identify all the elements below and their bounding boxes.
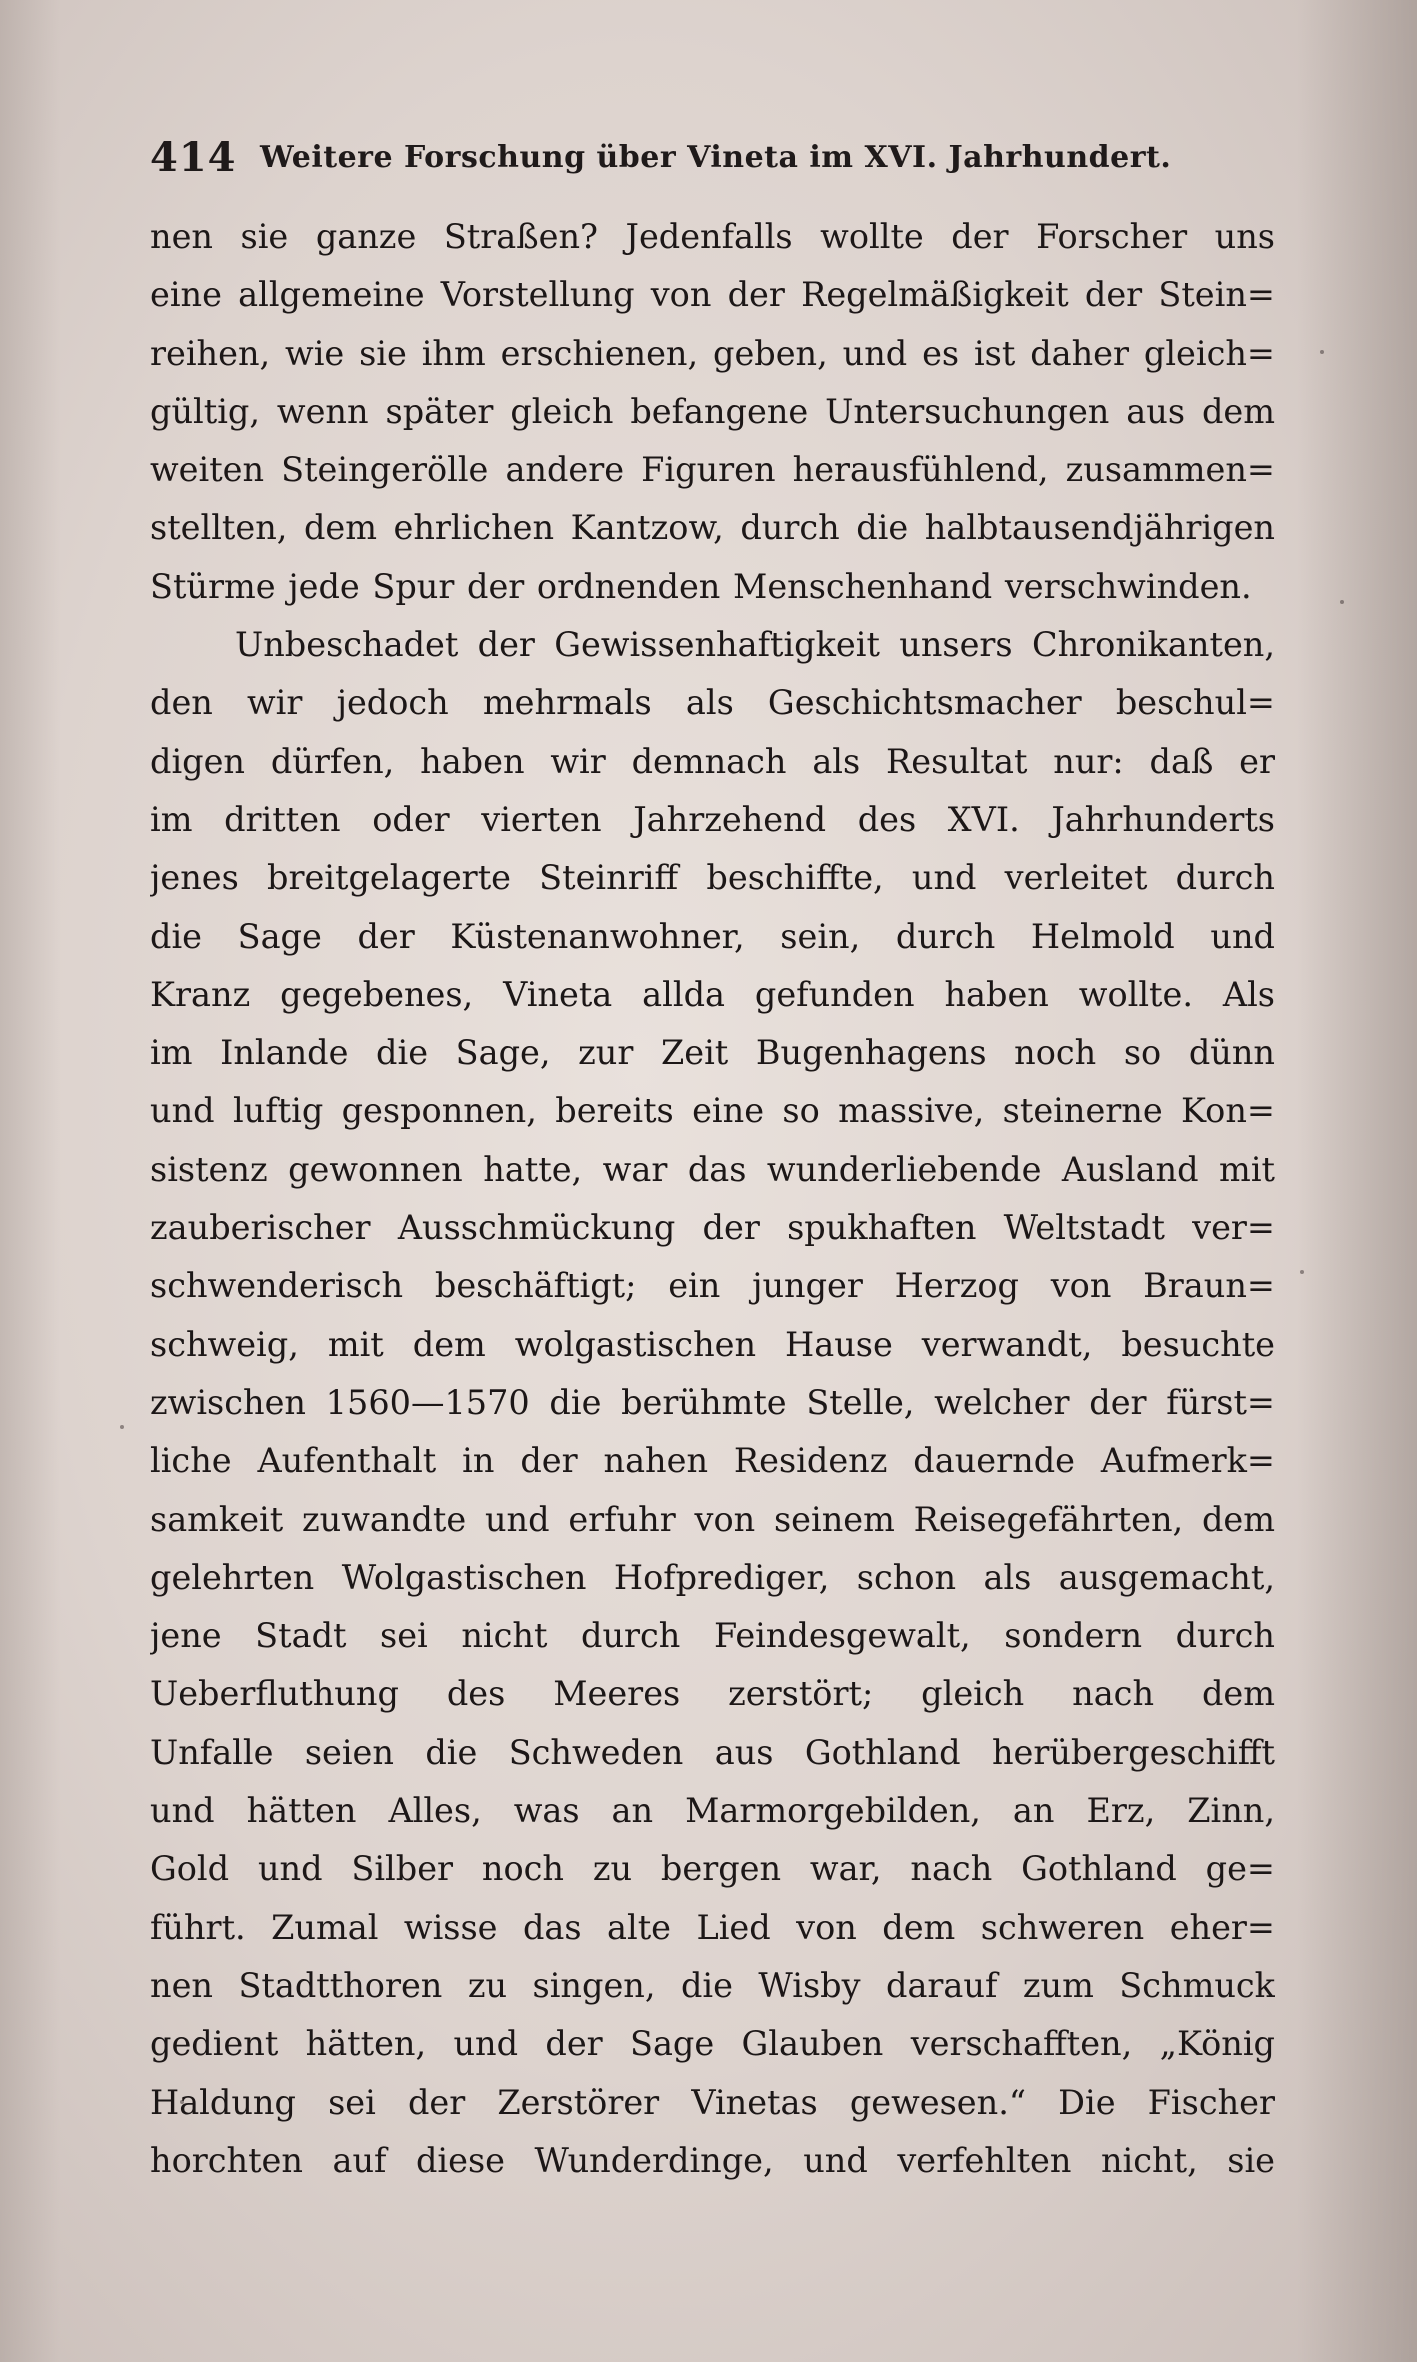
text-line: schwenderisch beschäftigt; ein junger Herzog von Braun= xyxy=(150,1266,1275,1306)
text-line: führt. Zumal wisse das alte Lied von dem schweren eher= xyxy=(150,1907,1275,1947)
text-line: und luftig gesponnen, bereits eine so massive, steinerne Kon= xyxy=(150,1091,1275,1131)
text-line: reihen, wie sie ihm erschienen, geben, und es ist daher gleich= xyxy=(150,333,1275,373)
text-line: digen dürfen, haben wir demnach als Resultat nur: daß er xyxy=(150,741,1275,781)
text-line: im dritten oder vierten Jahrzehend des XVI. Jahrhunderts xyxy=(150,799,1275,839)
text-line: horchten auf diese Wunderdinge, und verfehlten nicht, sie xyxy=(150,2140,1275,2180)
text-line: Kranz gegebenes, Vineta allda gefunden haben wollte. Als xyxy=(150,974,1275,1014)
page-number: 414 xyxy=(150,134,237,181)
text-line: jenes breitgelagerte Steinriff beschiffte, und verleitet durch xyxy=(150,858,1275,898)
text-line: Stürme jede Spur der ordnenden Menschenhand verschwinden. xyxy=(150,566,1252,606)
text-line: zwischen 1560—1570 die berühmte Stelle, welcher der fürst= xyxy=(150,1382,1275,1422)
text-line: nen Stadtthoren zu singen, die Wisby darauf zum Schmuck xyxy=(150,1965,1275,2005)
text-line: Haldung sei der Zerstörer Vinetas gewesen.“ Die Fischer xyxy=(150,2082,1275,2122)
body-text xyxy=(150,208,1275,2190)
text-line: jene Stadt sei nicht durch Feindesgewalt, sondern durch xyxy=(150,1616,1275,1656)
paper-speck xyxy=(1300,1270,1304,1274)
text-line: eine allgemeine Vorstellung von der Regelmäßigkeit der Stein= xyxy=(150,275,1275,315)
text-line: samkeit zuwandte und erfuhr von seinem Reisegefährten, dem xyxy=(150,1499,1275,1539)
paper-speck xyxy=(1340,600,1344,604)
page-edge-shadow-left xyxy=(0,0,60,2362)
text-line: nen sie ganze Straßen? Jedenfalls wollte der Forscher uns xyxy=(150,217,1275,256)
text-line: gültig, wenn später gleich befangene Untersuchungen aus dem xyxy=(150,391,1275,431)
text-line: sistenz gewonnen hatte, war das wunderliebende Ausland mit xyxy=(150,1149,1275,1189)
text-line: den wir jedoch mehrmals als Geschichtsmacher beschul= xyxy=(150,683,1275,723)
text-line: Unfalle seien die Schweden aus Gothland herübergeschifft xyxy=(150,1732,1275,1772)
text-line: Ueberfluthung des Meeres zerstört; gleich nach dem xyxy=(150,1674,1275,1714)
text-line: und hätten Alles, was an Marmorgebilden, an Erz, Zinn, xyxy=(150,1791,1275,1831)
text-line: liche Aufenthalt in der nahen Residenz dauernde Aufmerk= xyxy=(150,1441,1275,1481)
text-line: zauberischer Ausschmückung der spukhaften Weltstadt ver= xyxy=(150,1208,1275,1248)
paper-speck xyxy=(120,1425,124,1429)
text-line: gelehrten Wolgastischen Hofprediger, schon als ausgemacht, xyxy=(150,1557,1275,1597)
text-line: stellten, dem ehrlichen Kantzow, durch die halbtausendjährigen xyxy=(150,508,1275,548)
text-line: Gold und Silber noch zu bergen war, nach Gothland ge= xyxy=(150,1849,1275,1889)
paragraph-start-line: Unbeschadet der Gewissenhaftigkeit unsers Chronikanten, xyxy=(235,625,1275,665)
text-line: die Sage der Küstenanwohner, sein, durch Helmold und xyxy=(150,916,1275,956)
paper-speck xyxy=(1320,350,1324,354)
text-line: schweig, mit dem wolgastischen Hause verwandt, besuchte xyxy=(150,1324,1275,1364)
page-header xyxy=(150,128,1250,188)
running-head: Weitere Forschung über Vineta im XVI. Jahrhundert. xyxy=(260,140,1172,175)
text-line: im Inlande die Sage, zur Zeit Bugenhagens noch so dünn xyxy=(150,1033,1275,1073)
page-edge-shadow-right xyxy=(1297,0,1417,2362)
text-line: weiten Steingerölle andere Figuren herausfühlend, zusammen= xyxy=(150,450,1275,490)
text-line: gedient hätten, und der Sage Glauben verschafften, „König xyxy=(150,2024,1275,2064)
